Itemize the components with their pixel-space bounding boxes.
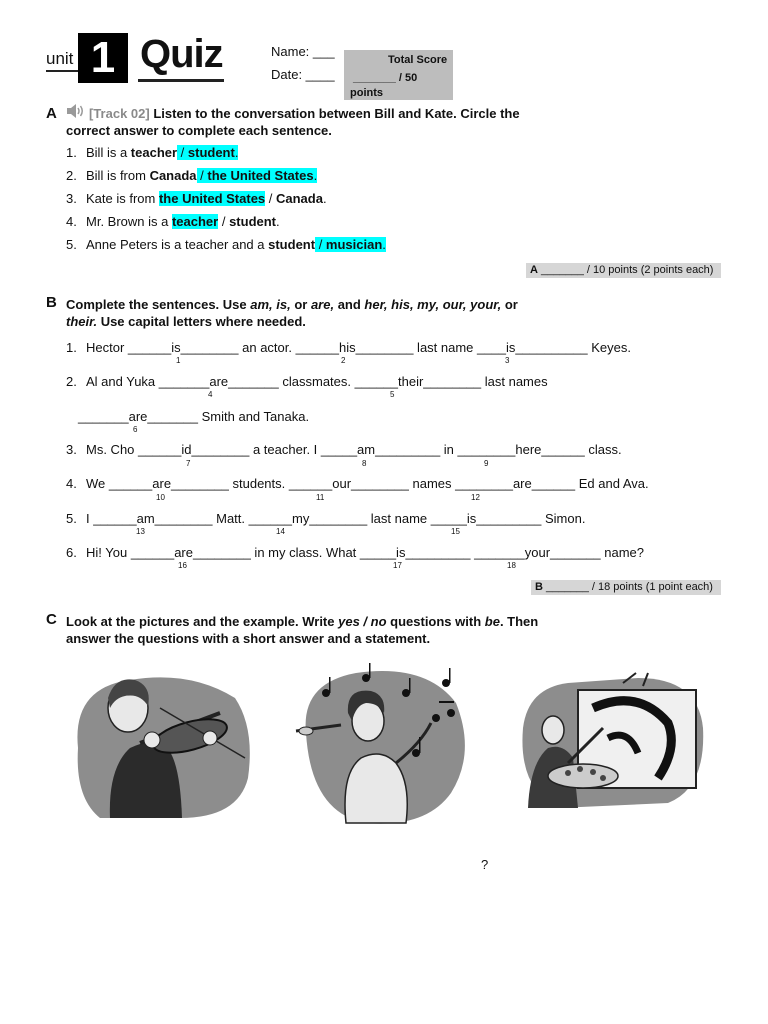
option-separator: / xyxy=(196,168,208,183)
blank-number: 13 xyxy=(136,527,145,536)
sentence-text[interactable]: Hector ______is________ an actor. ______his________ last name ____is__________ Keyes. xyxy=(86,340,631,355)
blank-number: 4 xyxy=(208,390,213,399)
item-number: 2. xyxy=(66,374,77,389)
section-b-score-letter: B xyxy=(535,581,543,593)
section-a-instruction-1: Listen to the conversation between Bill and Kate. Circle the xyxy=(153,106,520,121)
answer-option[interactable]: student xyxy=(268,237,316,252)
answer-option[interactable]: student xyxy=(229,214,277,229)
item-number: 2. xyxy=(66,168,77,183)
section-c-instruction-2: answer the questions with a short answer and a statement. xyxy=(66,631,431,646)
blank-number: 5 xyxy=(390,390,395,399)
item-period: . xyxy=(234,145,239,160)
name-field-label: Name: ___ xyxy=(271,44,335,59)
section-b-sentence xyxy=(66,442,622,457)
option-separator: / xyxy=(315,237,326,252)
item-number: 1. xyxy=(66,340,77,355)
blank-number: 14 xyxy=(276,527,285,536)
item-period: . xyxy=(313,168,318,183)
section-b-sentence xyxy=(66,511,585,526)
section-b-score-text: _______ / 18 points (1 point each) xyxy=(542,581,713,593)
total-score-points: points xyxy=(350,87,383,99)
blank-number: 6 xyxy=(133,425,138,434)
sentence-text[interactable]: We ______are________ students. ______our________ names ________are______ Ed and Ava. xyxy=(86,476,649,491)
section-a-score-letter: A xyxy=(530,264,538,276)
blank-number: 10 xyxy=(156,493,165,502)
total-score-title: Total Score xyxy=(388,54,448,66)
answer-option[interactable]: teacher xyxy=(171,214,219,229)
painter-picture xyxy=(518,668,708,813)
item-period: . xyxy=(276,214,280,229)
option-separator: / xyxy=(265,191,276,206)
section-b-sentence xyxy=(66,374,548,389)
page-title: Quiz xyxy=(140,32,223,76)
section-b-sentence xyxy=(66,340,631,355)
blank-number: 17 xyxy=(393,561,402,570)
section-a-item xyxy=(66,237,386,252)
blank-number: 12 xyxy=(471,493,480,502)
item-period: . xyxy=(322,191,327,206)
answer-option[interactable]: student xyxy=(187,145,235,160)
section-b-instruction-1: Complete the sentences. Use am, is, or are, and her, his, my, our, your, or xyxy=(66,297,518,312)
section-b-letter: B xyxy=(46,294,57,311)
track-label: [Track 02] xyxy=(89,106,150,121)
answer-option[interactable]: Canada xyxy=(276,191,323,206)
section-b-score-bar xyxy=(531,580,721,595)
item-period: . xyxy=(382,237,386,252)
section-a-letter: A xyxy=(46,105,57,122)
blank-number: 16 xyxy=(178,561,187,570)
answer-option[interactable]: Canada xyxy=(149,168,197,183)
blank-number: 1 xyxy=(176,356,181,365)
item-number: 6. xyxy=(66,545,77,560)
section-a-item xyxy=(66,191,327,206)
item-text: Anne Peters is a teacher and a xyxy=(86,237,269,252)
blank-number: 3 xyxy=(505,356,510,365)
question-mark: ? xyxy=(481,857,489,872)
section-a-score-text: _______ / 10 points (2 points each) xyxy=(537,264,714,276)
blank-number: 18 xyxy=(507,561,516,570)
option-separator: / xyxy=(218,214,230,229)
blank-number: 15 xyxy=(451,527,460,536)
item-number: 4. xyxy=(66,214,77,229)
item-number: 1. xyxy=(66,145,77,160)
blank-number: 7 xyxy=(186,459,191,468)
item-number: 5. xyxy=(66,237,77,252)
unit-label: unit xyxy=(46,49,74,68)
item-number: 5. xyxy=(66,511,77,526)
item-text: Mr. Brown is a xyxy=(86,214,172,229)
item-text: Kate is from xyxy=(86,191,159,206)
item-text: Bill is from xyxy=(86,168,150,183)
sentence-text[interactable]: Hi! You ______are________ in my class. What _____is_________ _______your_______ name? xyxy=(86,545,644,560)
unit-number-box: 1 xyxy=(78,33,128,83)
blank-number: 2 xyxy=(341,356,346,365)
sentence-text[interactable]: Al and Yuka _______are_______ classmates. ______their________ last names xyxy=(86,374,548,389)
answer-option[interactable]: teacher xyxy=(130,145,178,160)
violinist-picture xyxy=(70,668,255,820)
item-number: 3. xyxy=(66,442,77,457)
section-a-item xyxy=(66,214,280,229)
sentence-text[interactable]: Ms. Cho ______id________ a teacher. I _____am_________ in ________here______ class. xyxy=(86,442,622,457)
date-field-label: Date: ____ xyxy=(271,67,335,82)
section-c-letter: C xyxy=(46,611,57,628)
item-number: 3. xyxy=(66,191,77,206)
item-number: 4. xyxy=(66,476,77,491)
speaker-icon xyxy=(66,103,86,122)
total-score-value: _______ / 50 xyxy=(353,72,418,84)
blank-number: 11 xyxy=(316,493,325,502)
answer-option[interactable]: the United States xyxy=(158,191,266,206)
answer-option[interactable]: the United States xyxy=(207,168,314,183)
section-a-instruction-2: correct answer to complete each sentence. xyxy=(66,123,332,138)
blank-number: 9 xyxy=(484,459,489,468)
singer-picture xyxy=(286,663,471,828)
section-b-sentence xyxy=(66,545,644,560)
option-separator: / xyxy=(177,145,188,160)
sentence-text[interactable]: I ______am________ Matt. ______my________ last name _____is_________ Simon. xyxy=(86,511,586,526)
section-b-sentence xyxy=(78,409,309,424)
section-a-item xyxy=(66,168,317,183)
blank-number: 8 xyxy=(362,459,367,468)
answer-option[interactable]: musician xyxy=(325,237,383,252)
section-b-instruction-2: their. Use capital letters where needed. xyxy=(66,314,306,329)
title-underline xyxy=(138,79,224,82)
section-a-score-bar xyxy=(526,263,721,278)
item-text: Bill is a xyxy=(86,145,131,160)
section-b-sentence xyxy=(66,476,649,491)
section-c-instruction-1: Look at the pictures and the example. Write yes / no questions with be. Then xyxy=(66,614,539,629)
sentence-text[interactable]: _______are_______ Smith and Tanaka. xyxy=(78,409,310,424)
section-a-item xyxy=(66,145,238,160)
